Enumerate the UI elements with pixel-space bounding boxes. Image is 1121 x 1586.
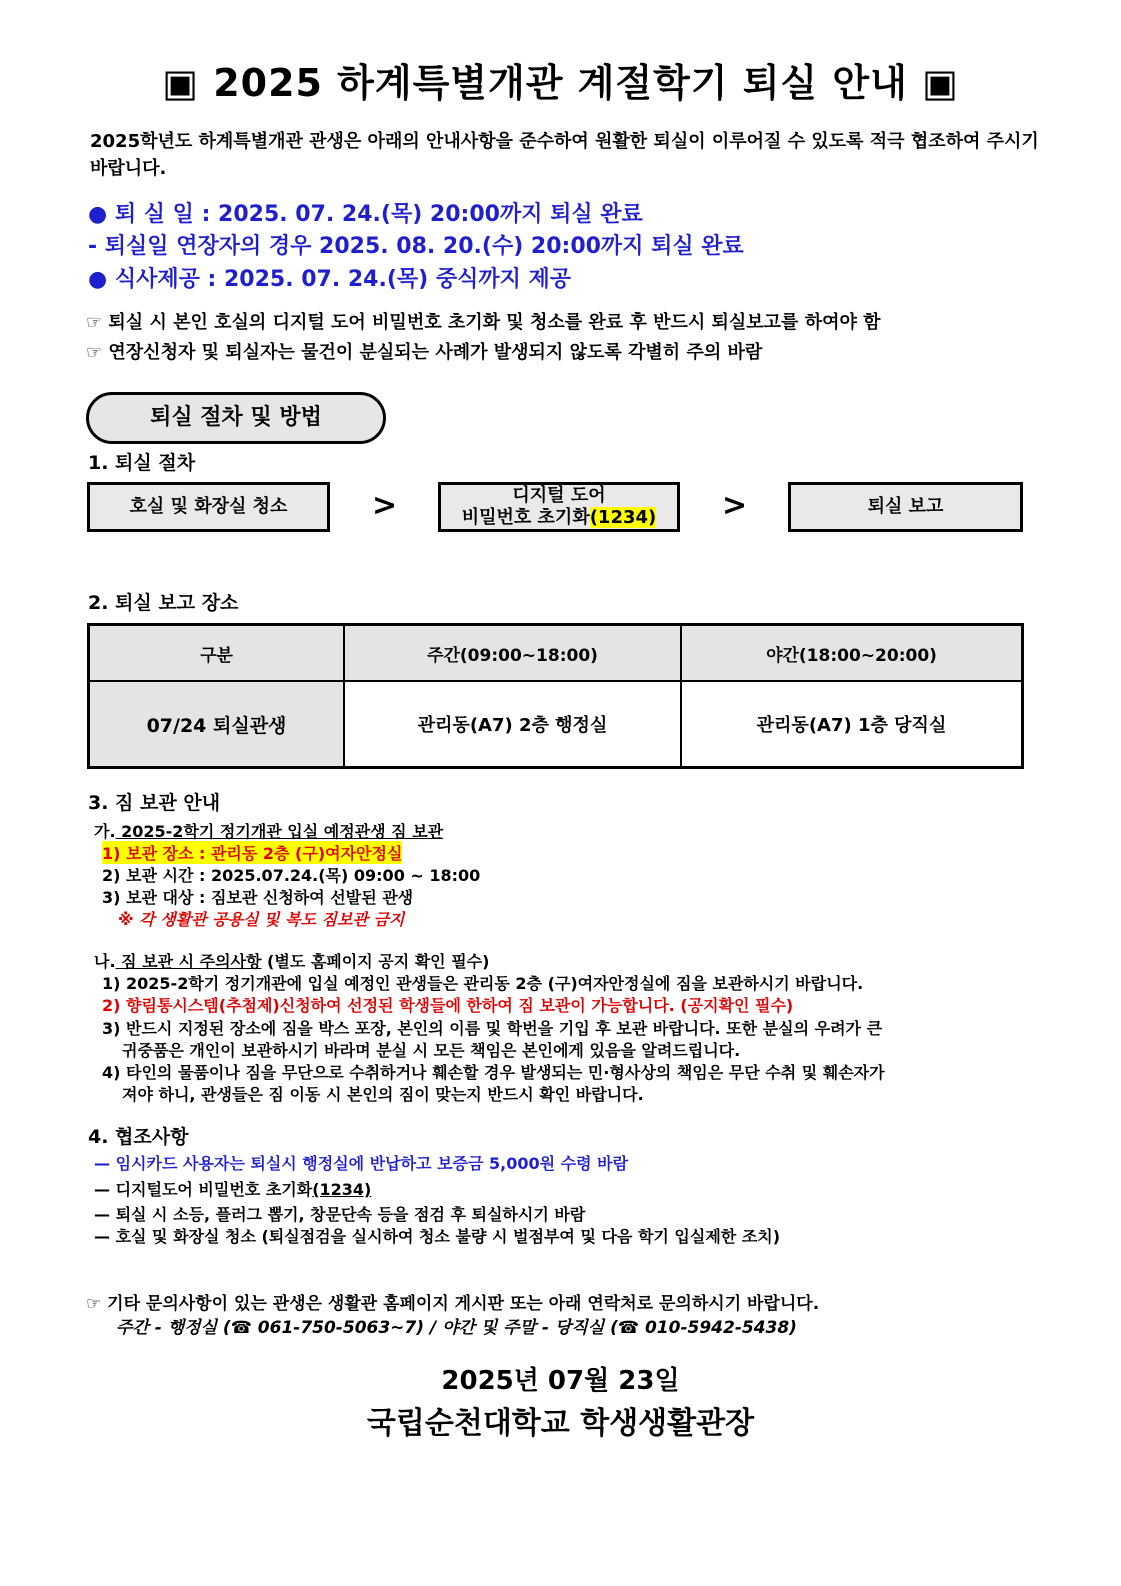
storage-heading: 3. 짐 보관 안내 <box>88 792 221 814</box>
step-report-label: 퇴실 보고 <box>867 496 944 517</box>
checkout-date: ● 퇴 실 일 : 2025. 07. 24.(목) 20:00까지 퇴실 완료 <box>88 202 643 227</box>
storage-a-item-location: 1) 보관 장소 : 관리동 2층 (구)여자안정실 <box>102 841 402 864</box>
step-reset-code: (1234) <box>589 507 657 528</box>
procedure-heading: 1. 퇴실 절차 <box>88 452 196 474</box>
contact-numbers: 주간 - 행정실 (☎ 061-750-5063~7) / 야간 및 주말 - 당직실 (☎ 010-5942-5438) <box>116 1318 797 1338</box>
issuing-organization: 국립순천대학교 학생생활관장 <box>366 1406 755 1441</box>
storage-b-item-4: 4) 타인의 물품이나 짐을 무단으로 수취하거나 훼손할 경우 발생되는 민·형사상의 책임은 무단 수취 및 훼손자가 <box>102 1063 885 1082</box>
step-report <box>788 482 1023 532</box>
step-reset-password <box>438 482 680 532</box>
cooperation-item-card: — 임시카드 사용자는 퇴실시 행정실에 반납하고 보증금 5,000원 수령 바람 <box>94 1154 629 1173</box>
cooperation-item-lights: — 퇴실 시 소등, 플러그 뽑기, 창문단속 등을 점검 후 퇴실하시기 바람 <box>94 1205 586 1224</box>
storage-a-title: 가. 2025-2학기 정기개관 입실 예정관생 짐 보관 <box>94 822 444 841</box>
cooperation-item-cleaning: — 호실 및 화장실 청소 (퇴실점검을 실시하여 청소 불량 시 벌점부여 및 다음 학기 입실제한 조치) <box>94 1227 781 1246</box>
step-reset-line2: 비밀번호 초기화(1234) <box>461 507 657 528</box>
report-heading: 2. 퇴실 보고 장소 <box>88 592 239 614</box>
extension-date: - 퇴실일 연장자의 경우 2025. 08. 20.(수) 20:00까지 퇴실 완료 <box>88 234 744 259</box>
report-header-row <box>89 625 1023 682</box>
intro-paragraph: 2025학년도 하계특별개관 관생은 아래의 안내사항을 준수하여 원활한 퇴실이 이루어질 수 있도록 적극 협조하여 주시기 바랍니다. <box>90 131 1039 179</box>
storage-a-item-time: 2) 보관 시간 : 2025.07.24.(목) 09:00 ~ 18:00 <box>102 866 481 885</box>
step-clean-room-label: 호실 및 화장실 청소 <box>129 496 288 517</box>
step-clean-room <box>87 482 330 532</box>
report-row-label: 07/24 퇴실관생 <box>89 681 345 768</box>
storage-a-warning: ※ 각 생활관 공용실 및 복도 짐보관 금지 <box>118 910 405 929</box>
report-header-night: 야간(18:00~20:00) <box>681 625 1023 682</box>
contact-line: ☞ 기타 문의사항이 있는 관생은 생활관 홈페이지 게시판 또는 아래 연락처로 문의하시기 바랍니다. <box>86 1294 820 1314</box>
step-arrow-2: > <box>722 488 748 523</box>
report-row-night: 관리동(A7) 1층 당직실 <box>681 681 1023 768</box>
step-reset-line1: 디지털 도어 <box>512 485 606 506</box>
storage-b-item-1: 1) 2025-2학기 정기개관에 입실 예정인 관생들은 관리동 2층 (구)여자안정실에 짐을 보관하시기 바랍니다. <box>102 974 864 993</box>
storage-a-item-target: 3) 보관 대상 : 짐보관 신청하여 선발된 관생 <box>102 888 414 907</box>
cooperation-heading: 4. 협조사항 <box>88 1126 189 1148</box>
page-title: ▣ 2025 하계특별개관 계절학기 퇴실 안내 ▣ <box>162 61 959 105</box>
cooperation-item-password: — 디지털도어 비밀번호 초기화(1234) <box>94 1180 372 1199</box>
section-pill-procedure: 퇴실 절차 및 방법 <box>86 392 386 444</box>
report-header-category: 구분 <box>89 625 345 682</box>
storage-b-item-3-cont: 귀중품은 개인이 보관하시기 바라며 분실 시 모든 책임은 본인에게 있음을 알려드립니다. <box>122 1041 741 1060</box>
meal-date: ● 식사제공 : 2025. 07. 24.(목) 중식까지 제공 <box>88 267 572 292</box>
report-header-day: 주간(09:00~18:00) <box>344 625 681 682</box>
storage-b-item-4-cont: 져야 하니, 관생들은 짐 이동 시 본인의 짐이 맞는지 반드시 확인 바랍니다. <box>122 1085 644 1104</box>
note-lost-items: ☞ 연장신청자 및 퇴실자는 물건이 분실되는 사례가 발생되지 않도록 각별히 주의 바람 <box>86 342 763 363</box>
step-arrow-1: > <box>372 488 398 523</box>
storage-b-item-2: 2) 향림통시스템(추첨제)신청하여 선정된 학생들에 한하여 짐 보관이 가능합니다. (공지확인 필수) <box>102 996 794 1015</box>
issue-date: 2025년 07월 23일 <box>441 1366 680 1396</box>
report-table <box>87 623 1024 769</box>
storage-b-title: 나. 짐 보관 시 주의사항 (별도 홈페이지 공지 확인 필수) <box>94 952 490 971</box>
note-digital-door: ☞ 퇴실 시 본인 호실의 디지털 도어 비밀번호 초기화 및 청소를 완료 후 반드시 퇴실보고를 하여야 함 <box>86 312 881 333</box>
report-row-day: 관리동(A7) 2층 행정실 <box>344 681 681 768</box>
storage-b-item-3: 3) 반드시 지정된 장소에 짐을 박스 포장, 본인의 이름 및 학번을 기입 후 보관 바랍니다. 또한 분실의 우려가 큰 <box>102 1019 883 1038</box>
report-row <box>89 681 1023 768</box>
